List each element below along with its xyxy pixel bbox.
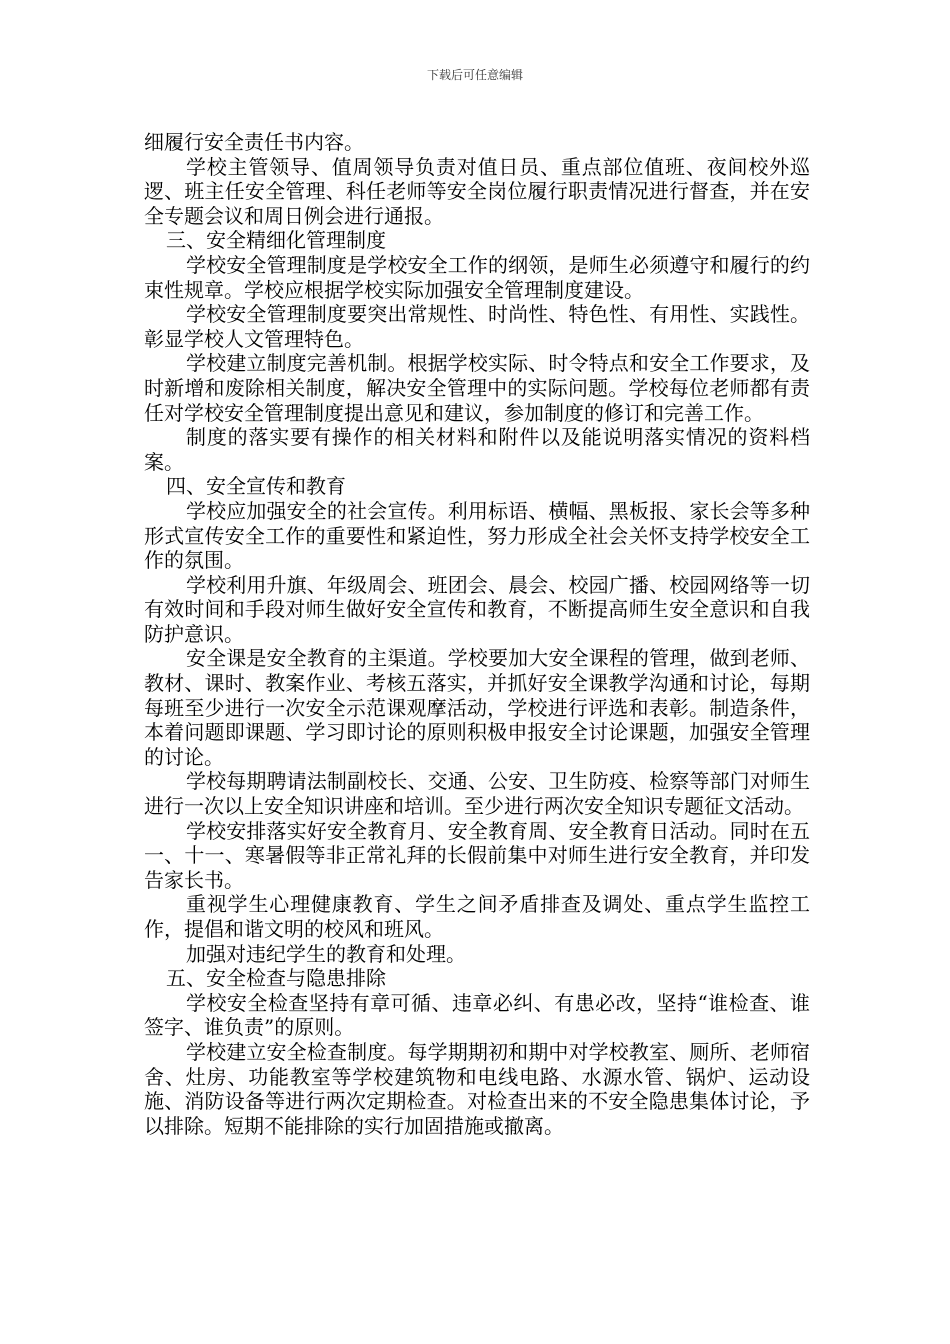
paragraph: 学校建立制度完善机制。根据学校实际、时令特点和安全工作要求，及时新增和废除相关制度，解决安全管理中的实际问题。学校每位老师都有责任对学校安全管理制度提出意见和建议，参加制度的修订和完善工作。 bbox=[144, 351, 810, 425]
page-header: 下载后可任意编辑 bbox=[426, 68, 523, 82]
section-heading: 五、安全检查与隐患排除 bbox=[166, 966, 386, 991]
paragraph: 学校主管领导、值周领导负责对值日员、重点部位值班、夜间校外巡逻、班主任安全管理、科任老师等安全岗位履行职责情况进行督查，并在安全专题会议和周日例会进行通报。 bbox=[144, 154, 810, 228]
paragraph: 学校安全检查坚持有章可循、违章必纠、有患必改，坚持“谁检查、谁签字、谁负责”的原则。 bbox=[144, 990, 810, 1040]
paragraph: 学校每期聘请法制副校长、交通、公安、卫生防疫、检察等部门对师生进行一次以上安全知识讲座和培训。至少进行两次安全知识专题征文活动。 bbox=[144, 769, 810, 819]
paragraph-continuation: 细履行安全责任书内容。 bbox=[144, 130, 364, 154]
paragraph: 加强对违纪学生的教育和处理。 bbox=[186, 941, 466, 966]
paragraph: 重视学生心理健康教育、学生之间矛盾排查及调处、重点学生监控工作，提倡和谐文明的校风和班风。 bbox=[144, 892, 810, 941]
section-heading: 四、安全宣传和教育 bbox=[166, 474, 346, 499]
document-body bbox=[144, 130, 810, 1138]
paragraph: 学校安排落实好安全教育月、安全教育周、安全教育日活动。同时在五一、十一、寒暑假等非正常礼拜的长假前集中对师生进行安全教育，并印发告家长书。 bbox=[144, 818, 810, 892]
paragraph: 学校安全管理制度是学校安全工作的纲领，是师生必须遵守和履行的约束性规章。学校应根据学校实际加强安全管理制度建设。 bbox=[144, 252, 810, 302]
paragraph: 学校利用升旗、年级周会、班团会、晨会、校园广播、校园网络等一切有效时间和手段对师生做好安全宣传和教育，不断提高师生安全意识和自我防护意识。 bbox=[144, 572, 810, 646]
paragraph: 制度的落实要有操作的相关材料和附件以及能说明落实情况的资料档案。 bbox=[144, 425, 810, 474]
paragraph: 学校应加强安全的社会宣传。利用标语、横幅、黑板报、家长会等多种形式宣传安全工作的重要性和紧迫性，努力形成全社会关怀支持学校安全工作的氛围。 bbox=[144, 498, 810, 573]
paragraph: 学校建立安全检查制度。每学期期初和期中对学校教室、厕所、老师宿舍、灶房、功能教室等学校建筑物和电线电路、水源水管、锅炉、运动设施、消防设备等进行两次定期检查。对检查出来的不安全隐患集体讨论，予以排除。短期不能排除的实行加固措施或撤离。 bbox=[144, 1039, 810, 1138]
paragraph: 学校安全管理制度要突出常规性、时尚性、特色性、有用性、实践性。彰显学校人文管理特色。 bbox=[144, 302, 810, 351]
paragraph: 安全课是安全教育的主渠道。学校要加大安全课程的管理，做到老师、教材、课时、教案作业、考核五落实，并抓好安全课教学沟通和讨论，每期每班至少进行一次安全示范课观摩活动，学校进行评选和表彰。制造条件，本着问题即课题、学习即讨论的原则积极申报安全讨论课题，加强安全管理的讨论。 bbox=[144, 646, 810, 769]
section-heading: 三、安全精细化管理制度 bbox=[166, 228, 386, 253]
